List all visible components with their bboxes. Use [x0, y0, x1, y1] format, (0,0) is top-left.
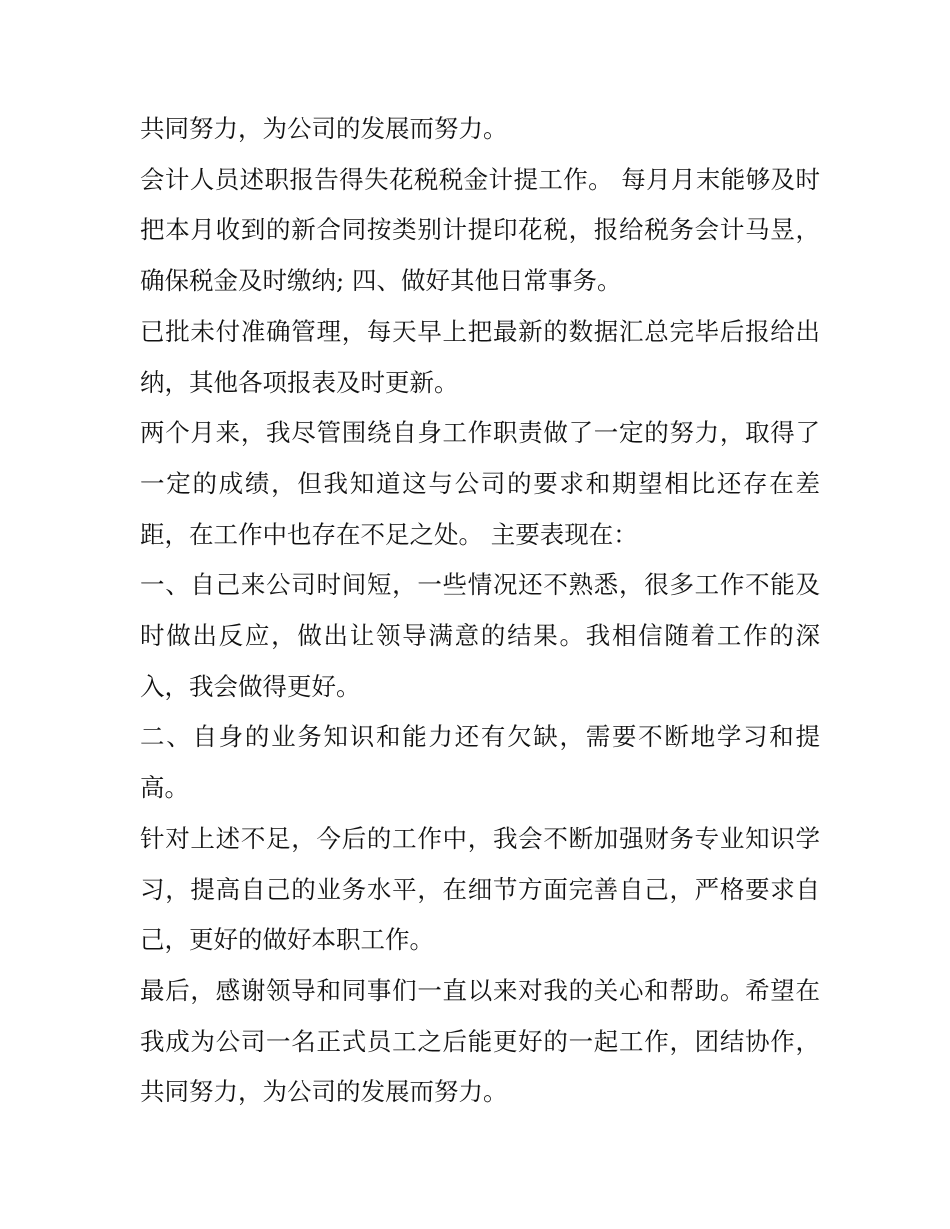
paragraph-6: 二、自身的业务知识和能力还有欠缺，需要不断地学习和提高。 [140, 722, 820, 803]
paragraph-2: 会计人员述职报告得失花税税金计提工作。 每月月末能够及时把本月收到的新合同按类别计提印花税，报给税务会计马昱，确保税金及时缴纳; 四、做好其他日常事务。 [140, 164, 820, 296]
paragraph-5: 一、自己来公司时间短，一些情况还不熟悉，很多工作不能及时做出反应，做出让领导满意的结果。我相信随着工作的深入，我会做得更好。 [140, 570, 820, 701]
document-body [140, 104, 820, 1118]
paragraph-4: 两个月来，我尽管围绕自身工作职责做了一定的努力，取得了一定的成绩，但我知道这与公司的要求和期望相比还存在差距，在工作中也存在不足之处。 主要表现在： [140, 418, 820, 549]
paragraph-8: 最后，感谢领导和同事们一直以来对我的关心和帮助。希望在我成为公司一名正式员工之后能更好的一起工作，团结协作，共同努力，为公司的发展而努力。 [140, 975, 820, 1107]
paragraph-1: 共同努力，为公司的发展而努力。 [140, 114, 508, 143]
paragraph-3: 已批未付准确管理，每天早上把最新的数据汇总完毕后报给出纳，其他各项报表及时更新。 [140, 316, 820, 397]
paragraph-7: 针对上述不足，今后的工作中，我会不断加强财务专业知识学习，提高自己的业务水平，在细节方面完善自己，严格要求自己，更好的做好本职工作。 [140, 823, 820, 955]
